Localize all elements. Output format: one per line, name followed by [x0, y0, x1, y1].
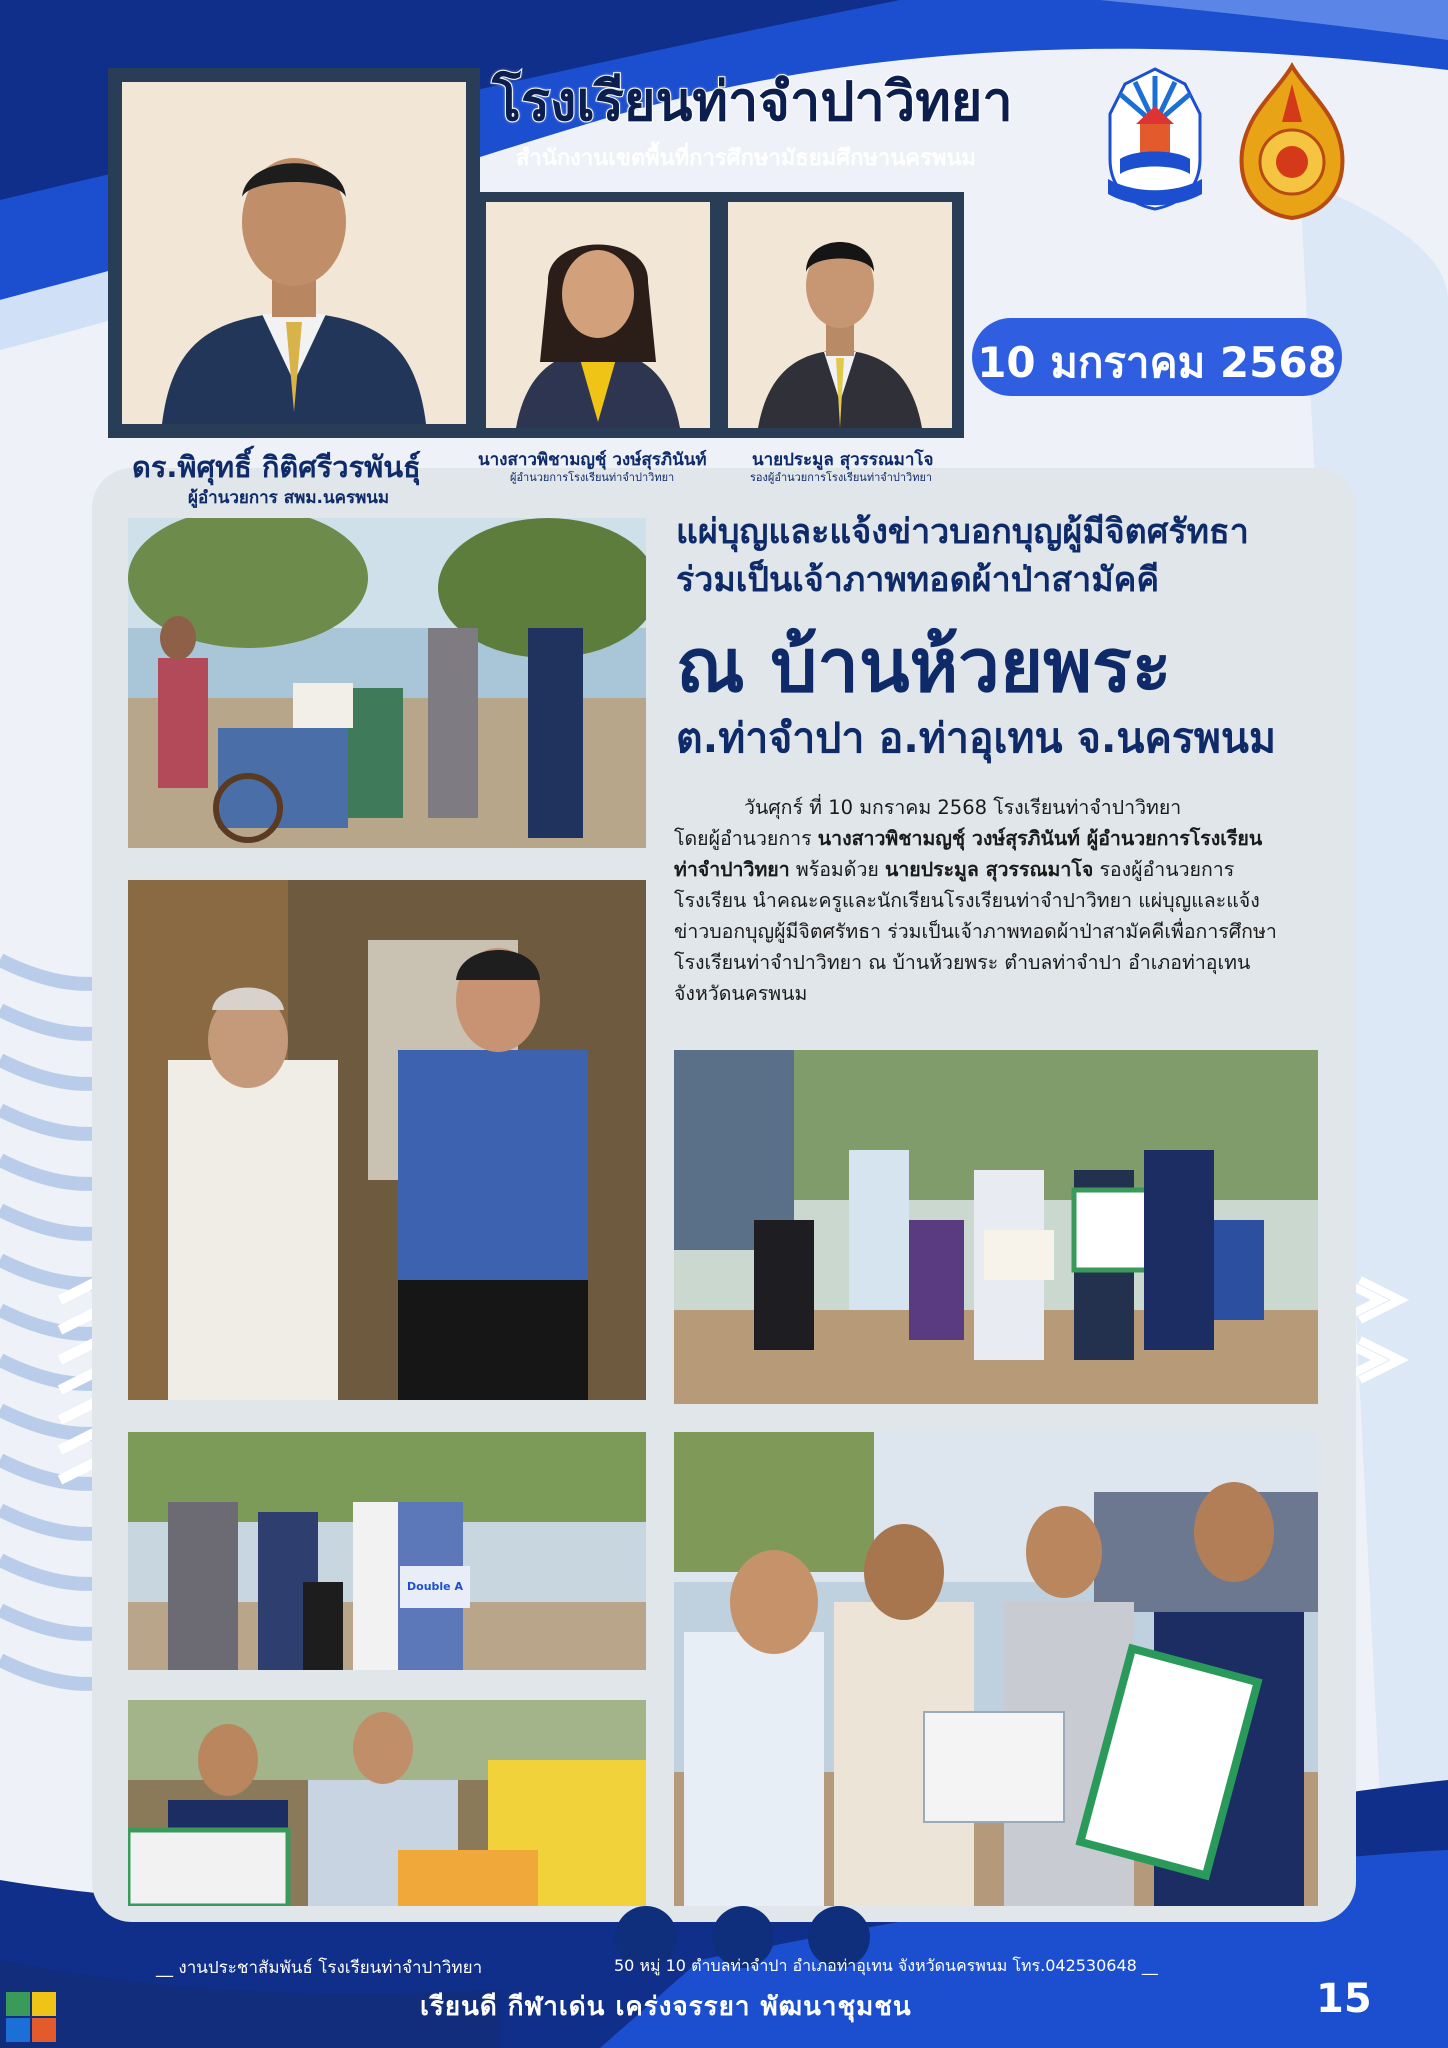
photo-street-donation — [128, 1432, 646, 1670]
footer-pr: __ งานประชาสัมพันธ์ โรงเรียนท่าจำปาวิทยา — [156, 1958, 483, 1978]
portrait-director-office — [122, 82, 466, 424]
ministry-seal-icon — [1232, 62, 1352, 222]
page-number: 15 — [1316, 1976, 1372, 2022]
school-logo-icon — [1090, 64, 1220, 214]
headline-line-4: ต.ท่าจำปา อ.ท่าอุเทน จ.นครพนม — [676, 714, 1276, 762]
headline-line-2: ร่วมเป็นเจ้าภาพทอดผ้าป่าสามัคคี — [676, 560, 1160, 600]
body-line-5: ข่าวบอกบุญผู้มีจิตศรัทธา ร่วมเป็นเจ้าภาพทอดผ้าป่าสามัคคีเพื่อการศึกษา — [674, 920, 1277, 943]
body-line-6: โรงเรียนท่าจำปาวิทยา ณ บ้านห้วยพระ ตำบลท่าจำปา อำเภอท่าอุเทน — [674, 951, 1251, 974]
photo-students-certificate — [128, 1700, 646, 1906]
body-line-4: โรงเรียน นำคณะครูและนักเรียนโรงเรียนท่าจำปาวิทยา แผ่บุญและแจ้ง — [674, 889, 1260, 912]
photo-teacher-student-box — [674, 1432, 1318, 1906]
portrait-deputy-director — [728, 202, 952, 428]
footer-address: 50 หมู่ 10 ตำบลท่าจำปา อำเภอท่าอุเทน จังหวัดนครพนม โทร.042530648 __ — [614, 1956, 1158, 1975]
person-role-2: ผู้อำนวยการโรงเรียนท่าจำปาวิทยา — [510, 471, 675, 484]
footer-motto: เรียนดี กีฬาเด่น เคร่งจรรยา พัฒนาชุมชน — [420, 1992, 912, 2022]
school-name: โรงเรียนท่าจำปาวิทยา — [492, 70, 1013, 133]
box-label: Double A — [407, 1580, 463, 1593]
headline-line-3: ณ บ้านห้วยพระ — [676, 623, 1172, 709]
person-name-1: ดร.พิศุทธิ์ กิติศรีวรพันธุ์ — [132, 450, 421, 484]
person-name-2: นางสาวพิชามญชุ์ วงษ์สุรภินันท์ — [478, 450, 707, 470]
portrait-school-director — [486, 202, 710, 428]
body-line-3: ท่าจำปาวิทยา พร้อมด้วย นายประมูล สุวรรณมาโจ รองผู้อำนวยการ — [674, 858, 1235, 881]
body-line-7: จังหวัดนครพนม — [674, 982, 808, 1005]
body-line-2: โดยผู้อำนวยการ นางสาวพิชามญชุ์ วงษ์สุรภินันท์ ผู้อำนวยการโรงเรียน — [674, 827, 1263, 850]
person-name-3: นายประมูล สุวรรณมาโจ — [752, 450, 934, 470]
person-role-3: รองผู้อำนวยการโรงเรียนท่าจำปาวิทยา — [750, 471, 933, 484]
person-role-1: ผู้อำนวยการ สพม.นครพนม — [188, 488, 390, 508]
body-line-1: วันศุกร์ ที่ 10 มกราคม 2568 โรงเรียนท่าจำปาวิทยา — [744, 796, 1182, 819]
headline-line-1: แผ่บุญและแจ้งข่าวบอกบุญผู้มีจิตศรัทธา — [676, 512, 1249, 552]
photo-elder-thumbs-up — [128, 880, 646, 1400]
photo-village-visit-1 — [128, 518, 646, 848]
office-name: สำนักงานเขตพื้นที่การศึกษามัธยมศึกษานครพนม — [516, 146, 976, 171]
corner-logo-icon — [6, 1992, 56, 2042]
article-body — [674, 792, 1324, 1009]
date-text: 10 มกราคม 2568 — [977, 338, 1337, 387]
photo-children-group — [674, 1050, 1318, 1404]
